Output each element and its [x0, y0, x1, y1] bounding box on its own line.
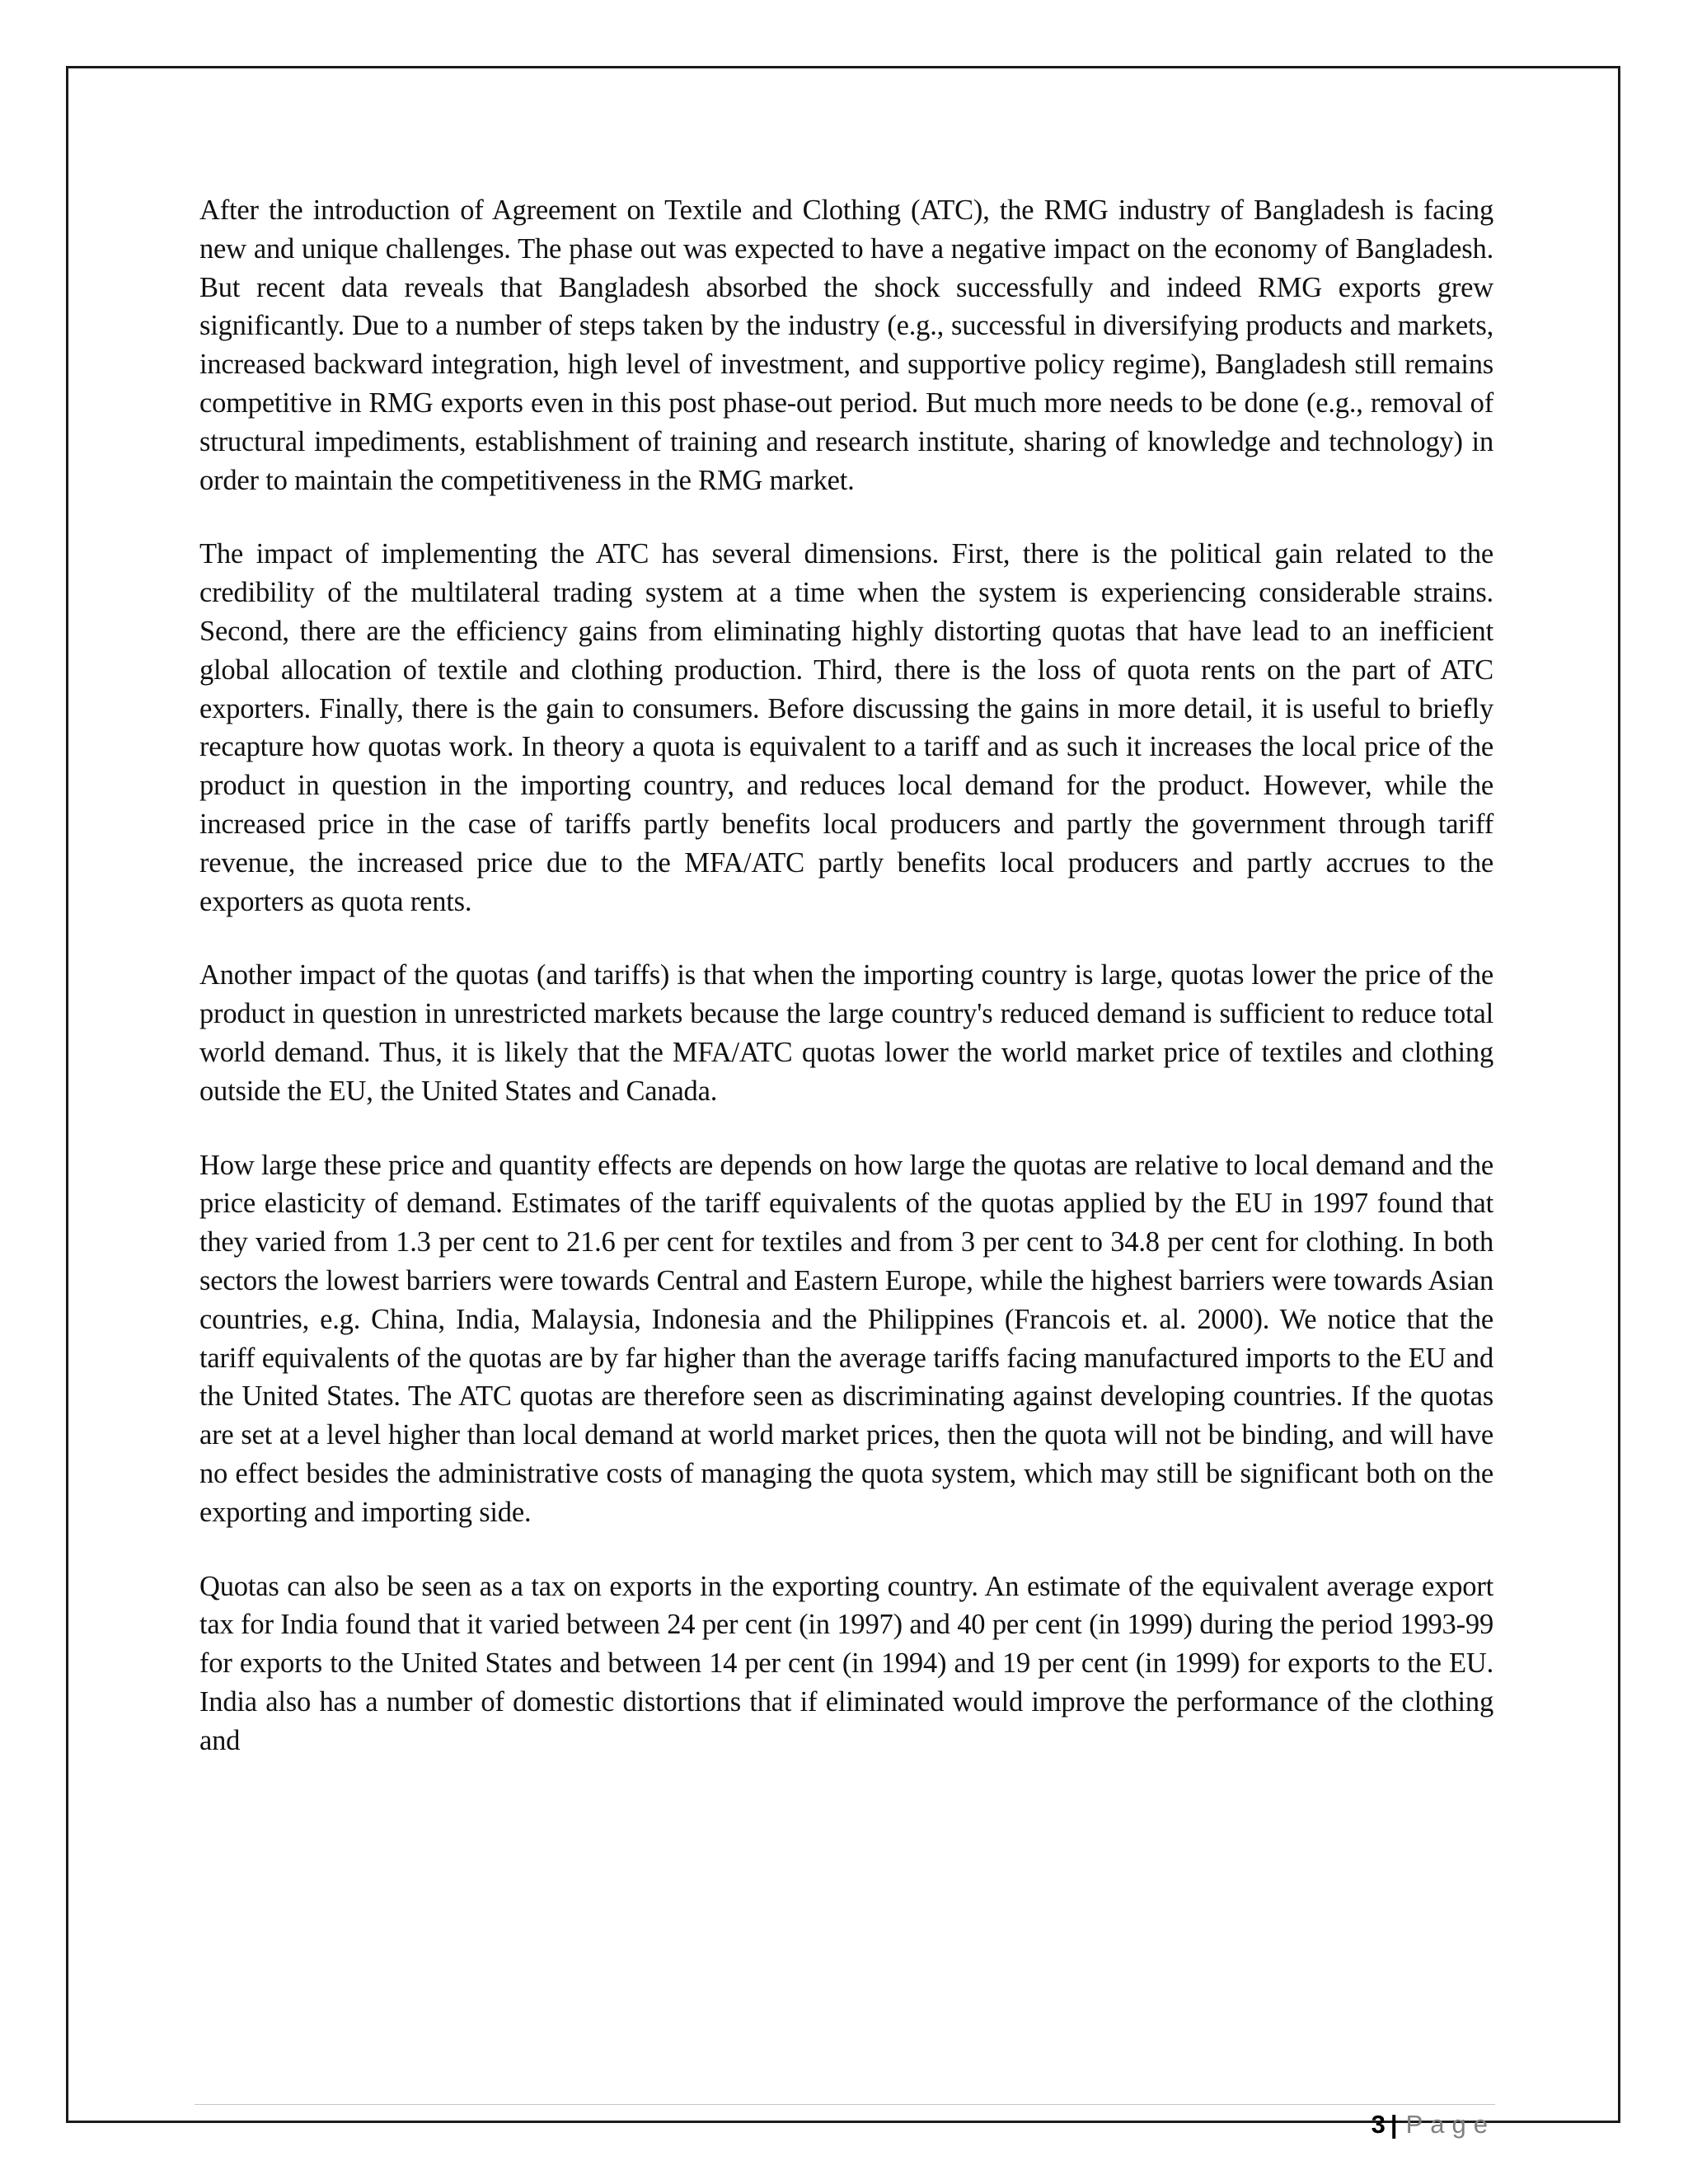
page-number-footer [1372, 2108, 1495, 2141]
paragraph-tariff-equivalents: How large these price and quantity effects are depends on how large the quotas are relative to local demand and the price elasticity of demand. Estimates of the tariff equivalents of the quotas applied by the EU in 1997 found that they varied from 1.3 per cent to 21.6 per cent for textiles and from 3 per cent to 34.8 per cent for clothing. In both sectors the lowest barriers were towards Central and Eastern Europe, while the highest barriers were towards Asian countries, e.g. China, India, Malaysia, Indonesia and the Philippines (Francois et. al. 2000). We notice that the tariff equivalents of the quotas are by far higher than the average tariffs facing manufactured imports to the EU and the United States. The ATC quotas are therefore seen as discriminating against developing countries. If the quotas are set at a level higher than local demand at world market prices, then the quota will not be binding, and will have no effect besides the administrative costs of managing the quota system, which may still be significant both on the exporting and importing side. [199, 1149, 1493, 1528]
paragraph-world-market-price: Another impact of the quotas (and tariffs) is that when the importing country is large, quotas lower the price of the product in question in unrestricted markets because the large country's reduced demand is sufficient to reduce total world demand. Thus, it is likely that the MFA/ATC quotas lower the world market price of textiles and clothing outside the EU, the United States and Canada. [199, 959, 1493, 1107]
paragraph-atc-impact-dimensions: The impact of implementing the ATC has several dimensions. First, there is the political gain related to the credibility of the multilateral trading system at a time when the system is experiencing considerable strains. Second, there are the efficiency gains from eliminating highly distorting quotas that have lead to an inefficient global allocation of textile and clothing production. Third, there is the loss of quota rents on the part of ATC exporters. Finally, there is the gain to consumers. Before discussing the gains in more detail, it is useful to briefly recapture how quotas work. In theory a quota is equivalent to a tariff and as such it increases the local price of the product in question in the importing country, and reduces local demand for the product. However, while the increased price in the case of tariffs partly benefits local producers and partly the government through tariff revenue, the increased price due to the MFA/ATC partly benefits local producers and partly accrues to the exporters as quota rents. [199, 538, 1493, 917]
page-number-separator: | [1390, 2110, 1398, 2139]
page-number: 3 [1371, 2110, 1386, 2139]
page-label: Page [1405, 2110, 1495, 2139]
document-body [199, 191, 1493, 1795]
footer-divider [195, 2104, 1495, 2105]
paragraph-export-tax: Quotas can also be seen as a tax on exports in the exporting country. An estimate of the equivalent average export tax for India found that it varied between 24 per cent (in 1997) and 40 per cent (in 1999) during the period 1993-99 for exports to the United States and between 14 per cent (in 1994) and 19 per cent (in 1999) for exports to the EU. India also has a number of domestic distortions that if eliminated would improve the performance of the clothing and [199, 1570, 1493, 1756]
paragraph-atc-introduction: After the introduction of Agreement on Textile and Clothing (ATC), the RMG industry of Bangladesh is facing new and unique challenges. The phase out was expected to have a negative impact on the economy of Bangladesh. But recent data reveals that Bangladesh absorbed the shock successfully and indeed RMG exports grew significantly. Due to a number of steps taken by the industry (e.g., successful in diversifying products and markets, increased backward integration, high level of investment, and supportive policy regime), Bangladesh still remains competitive in RMG exports even in this post phase-out period. But much more needs to be done (e.g., removal of structural impediments, establishment of training and research institute, sharing of knowledge and technology) in order to maintain the competitiveness in the RMG market. [199, 194, 1493, 496]
